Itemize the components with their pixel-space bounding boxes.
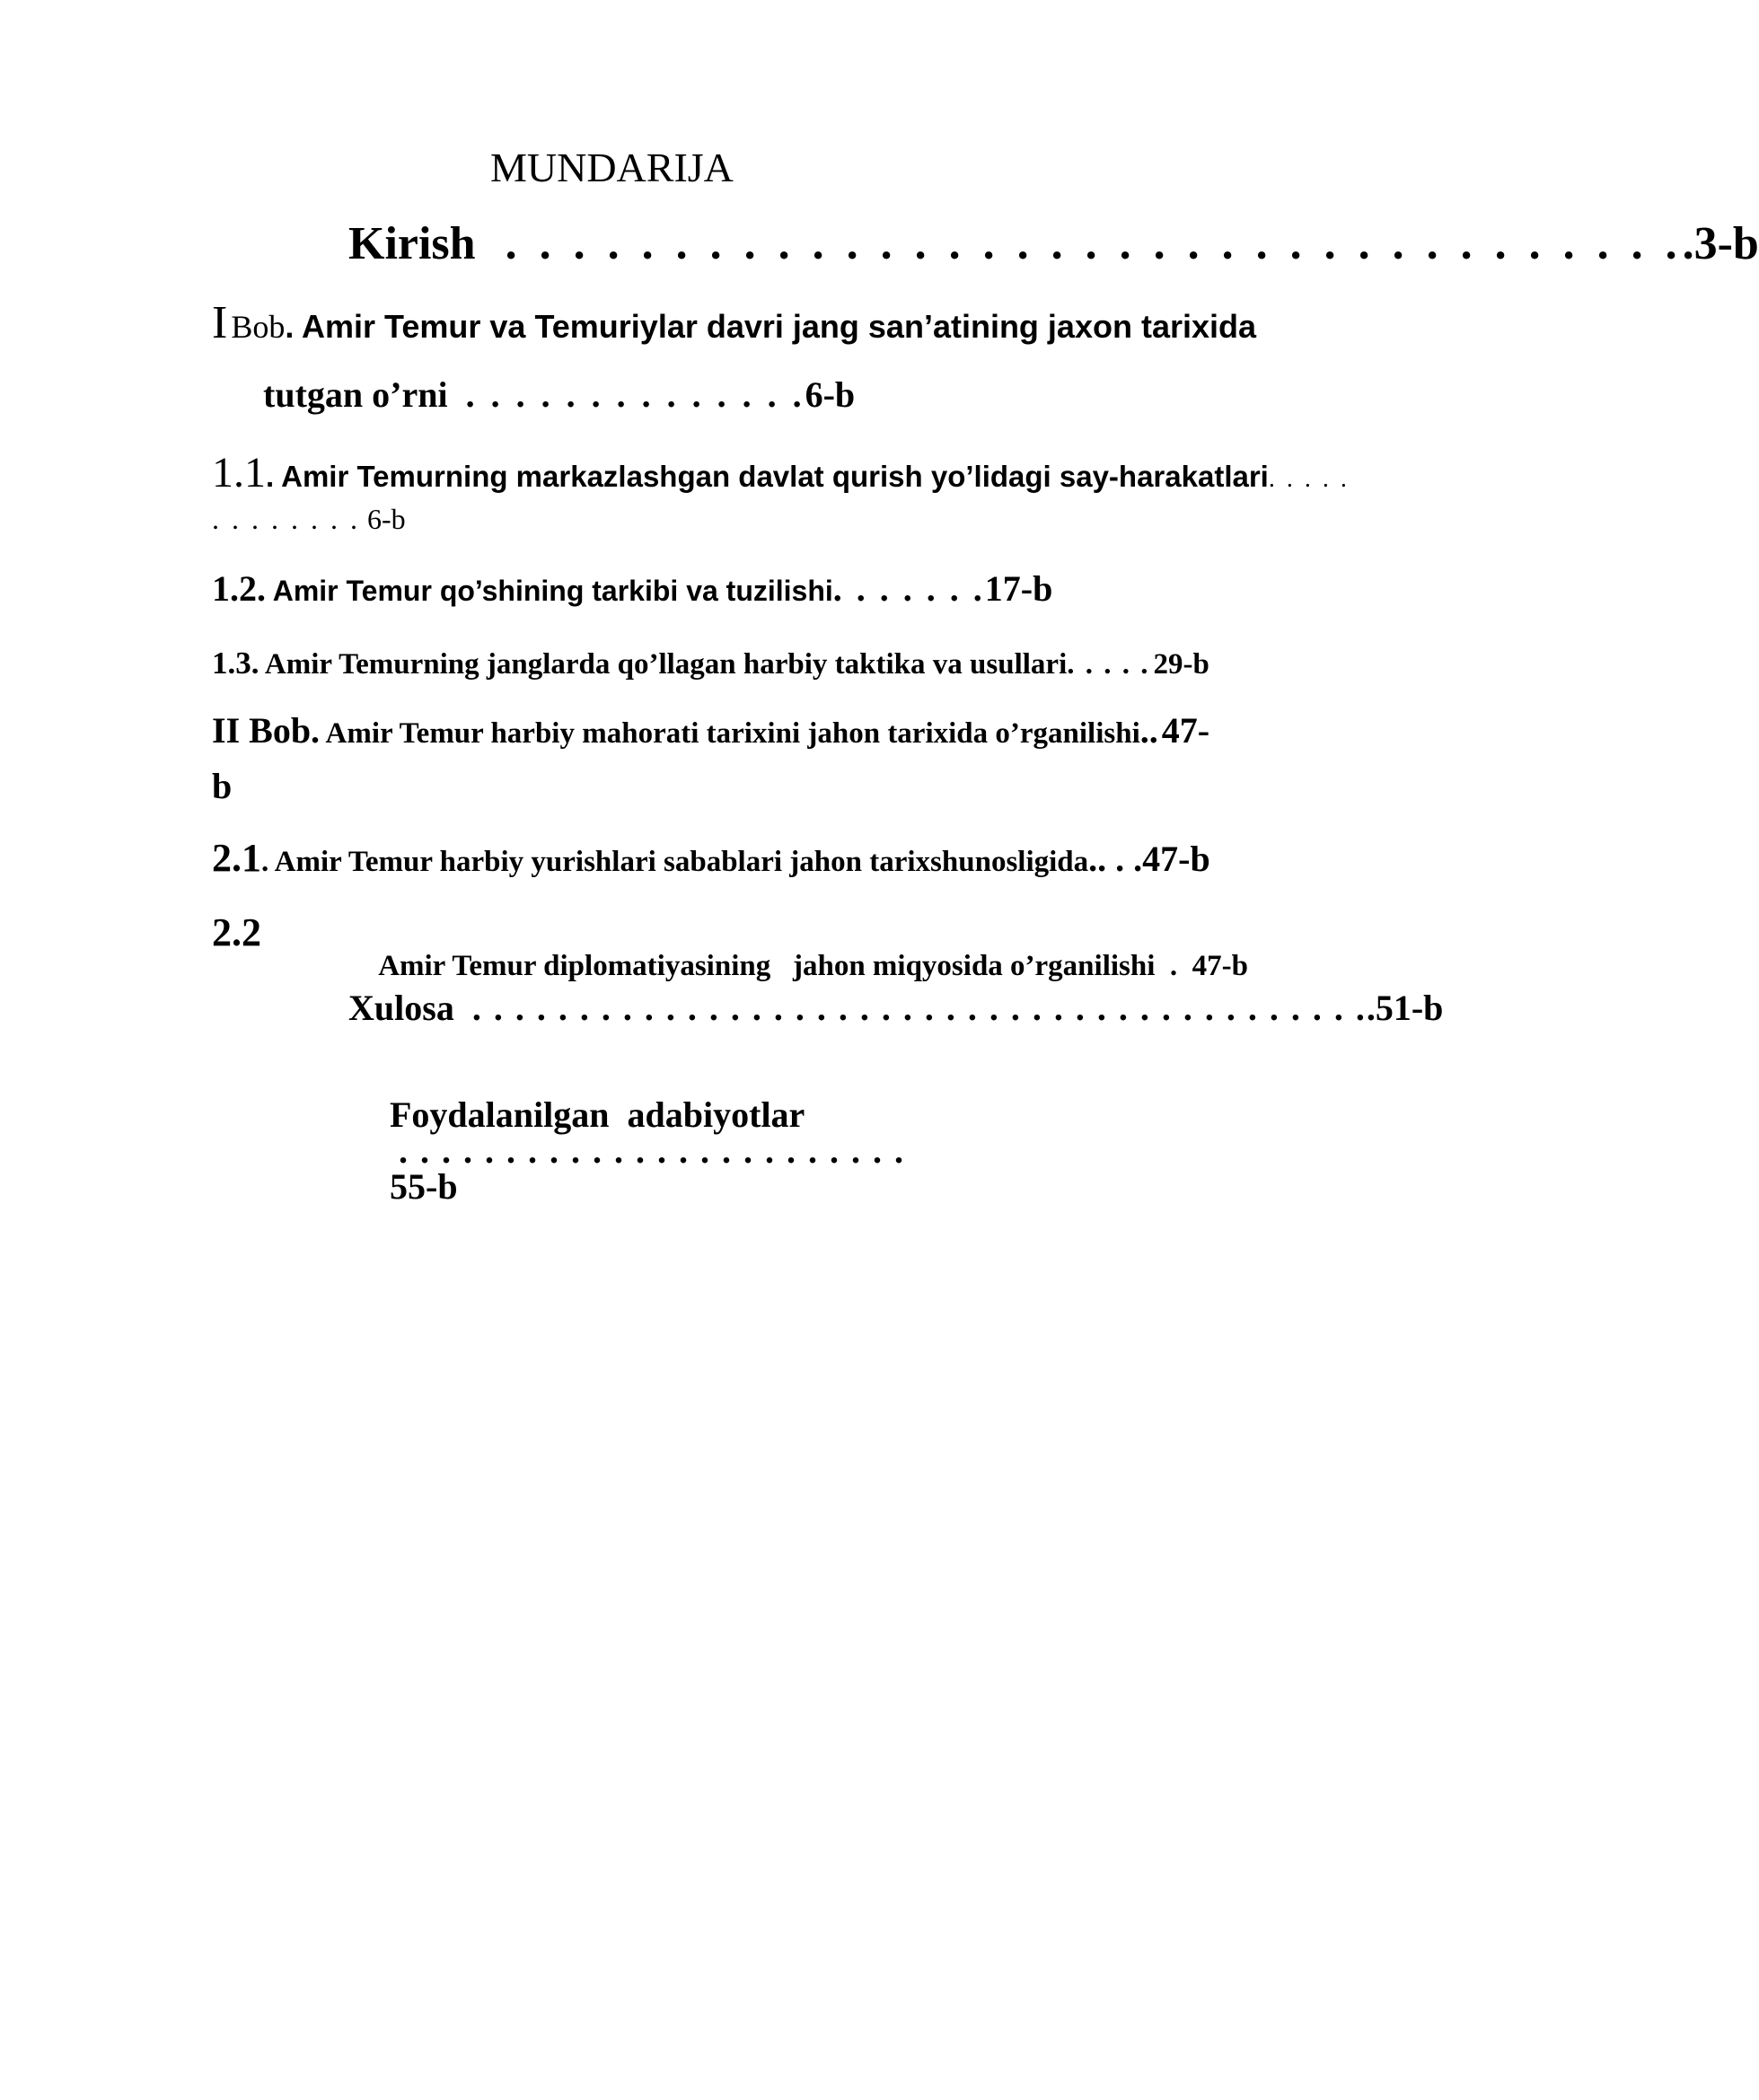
toc-leader-dots: .. [1139,710,1158,751]
toc-page-number: 55-b [390,1166,458,1207]
toc-page-number: 47- [1161,710,1210,751]
toc-entry-1-3 [212,647,1209,680]
toc-section-number: 1.1 [212,449,266,496]
toc-leader-dots: . . . . . . . . . . . . . . [465,374,805,415]
toc-entry-chapter-1 [212,297,1257,348]
toc-text: Amir Temurning markazlashgan davlat qurish yo’lidagi say-harakatlari [274,460,1269,493]
toc-page-number: 29-b [1153,648,1209,681]
toc-leader-dots: . . . . . . . . . . . . . . . . . . . . . . . . [399,1130,905,1171]
toc-label: Xulosa [348,988,454,1028]
toc-text: Amir Temur harbiy yurishlari sabablari jahon tarixshunosligida [268,846,1089,878]
toc-entry-1-1-continuation [212,505,406,533]
toc-section-number: 1.3. [212,646,259,681]
toc-entry-1-1 [212,449,1350,496]
toc-section-number: 2.2 [212,910,261,954]
toc-label: Kirish [348,218,476,269]
toc-entry-2-2 [212,910,261,954]
toc-separator: . [285,308,295,345]
toc-entry-1-2 [212,568,1053,609]
toc-entry-kirish [348,218,1759,269]
toc-text: Amir Temur va Temuriylar davri jang san’atining jaxon tarixida [294,308,1257,345]
toc-entry-chapter-1-continuation [263,374,856,415]
toc-entry-2-1 [212,836,1210,880]
toc-page-number: .3-b [1682,218,1759,269]
toc-text: Amir Temur qo’shining tarkibi va tuzilishi [266,575,833,607]
toc-leader-dots: . . . . . . . . . . . . . . . . . . . . . . . . . . . . . . . . . . . [505,218,1683,269]
toc-leader-dots: . . . . . . . . . . . . . . . . . . . . . . . . . . . . . . . . . . . . . . . . . . [471,988,1367,1028]
toc-chapter-numeral: I [212,297,228,348]
toc-separator: . [266,460,275,493]
toc-entry-chapter-2-continuation [212,766,233,806]
toc-separator: . [261,846,269,878]
toc-page-number: .51-b [1366,988,1444,1028]
page-title: MUNDARIJA [490,145,734,190]
toc-leader-dots: . . . . . . . . [212,503,360,535]
toc-leader-dots: .. . . [1088,839,1143,879]
toc-page-number: 47-b [1142,839,1210,879]
toc-entry-xulosa [348,990,1443,1026]
toc-text: Amir Temur harbiy mahorati tarixini jahon tarixida o’rganilishi [320,717,1140,750]
toc-page-number: 6-b [367,503,406,535]
toc-page-number: 6-b [805,374,856,415]
toc-entry-foydalanilgan-adabiyotlar [354,1061,905,1241]
toc-label: Foydalanilgan adabiyotlar [390,1094,805,1135]
toc-chapter-number: II Bob. [212,710,321,751]
toc-text: Amir Temurning janglarda qo’llagan harbiy taktika va usullari [259,648,1068,681]
toc-text: tutgan o’rni [263,374,448,415]
toc-entry-chapter-2 [212,710,1210,751]
toc-leader-dots: . . . . . [1268,465,1350,493]
toc-page-number-suffix: b [212,766,233,806]
toc-leader-dots: . . . . . [1067,648,1150,681]
toc-chapter-word: Bob [231,309,286,345]
toc-section-number: 2.1 [212,836,261,880]
toc-section-number: 1.2. [212,568,266,609]
toc-text: Amir Temur diplomatiyasining jahon miqyosida o’rganilishi . 47-b [378,950,1248,982]
toc-leader-dots: . . . . . . . [832,568,985,609]
toc-page-number: 17-b [984,568,1053,609]
